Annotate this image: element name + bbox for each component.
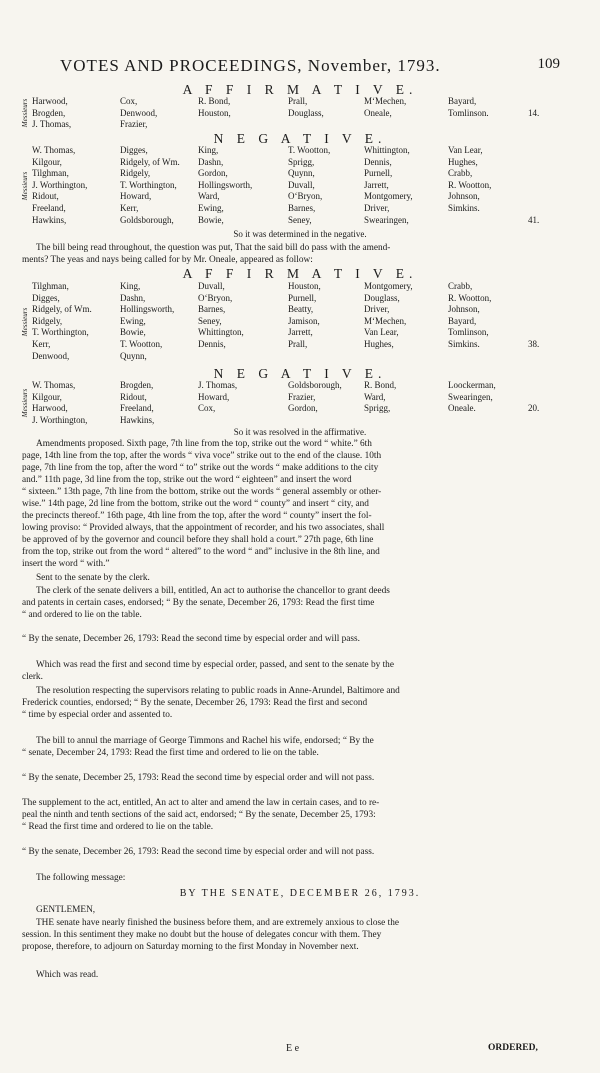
member-name: Digges, — [120, 145, 148, 155]
member-name: Frazier, — [120, 119, 148, 130]
member-name: O‘Bryon, — [288, 191, 323, 202]
intro-line: ments? The yeas and nays being called for by Mr. Oneale, appeared as follow: — [22, 255, 313, 265]
member-name: Ward, — [364, 391, 386, 402]
member-name: Crabb, — [448, 281, 473, 291]
member-name: King, — [198, 145, 219, 155]
member-name: Barnes, — [198, 304, 226, 315]
member-name: Driver, — [364, 202, 390, 213]
vote-row — [20, 339, 570, 351]
member-name: Jamison, — [288, 315, 320, 326]
member-name: Hollingsworth, — [198, 179, 253, 190]
member-name: Purnell, — [364, 168, 393, 179]
vote2-conclusion: So it was resolved in the affirmative. — [233, 427, 367, 437]
body-line: peal the ninth and tenth sections of the said act, endorsed; “ By the senate, December 25, 1793: — [22, 810, 376, 820]
body-line: “ By the senate, December 26, 1793: Read the second time by especial order and will not pass. — [22, 847, 375, 857]
member-name: Sprigg, — [288, 156, 315, 167]
body-line: “ sixteen.” 13th page, 7th line from the bottom, strike out the words “ general assembly or other- — [22, 487, 382, 497]
member-name: Douglass, — [364, 292, 400, 303]
member-name: Oneale. — [448, 403, 476, 414]
member-name: Kilgour, — [32, 156, 62, 167]
member-name: Hollingsworth, — [120, 304, 175, 315]
member-name: O‘Bryon, — [198, 292, 233, 303]
member-name: J. Thomas, — [32, 119, 72, 130]
member-name: Brogden, — [32, 107, 66, 118]
vote-count: 38. — [528, 338, 540, 349]
member-name: King, — [120, 281, 141, 291]
member-name: Bowie, — [120, 327, 146, 338]
member-name: Jarrett, — [288, 327, 313, 338]
member-name: J. Worthington, — [32, 179, 88, 190]
body-line: Frederick counties, endorsed; “ By the senate, December 26, 1793: Read the first and second — [22, 698, 368, 708]
member-name: R. Bond, — [364, 380, 397, 390]
member-name: Houston, — [198, 107, 231, 118]
vote2-affirmative-heading: A F F I R M A T I V E. — [182, 266, 418, 281]
member-name: Gordon, — [288, 403, 318, 414]
member-name: Houston, — [288, 281, 321, 291]
vote-row — [20, 415, 570, 427]
signature-mark: E e — [286, 1043, 300, 1054]
messieurs-label-text: Messieurs — [21, 99, 30, 128]
member-name: Oneale, — [364, 107, 392, 118]
member-name: Ridout, — [120, 391, 147, 402]
member-name: Seney, — [198, 315, 222, 326]
body-line: page, 14th line from the top, after the words “ viva voce” strike out to the end of the clause. 10th — [22, 451, 382, 461]
vote-row — [20, 316, 570, 328]
body-line: and.” 11th page, 3d line from the top, strike out the word “ eighteen” and insert the word — [22, 475, 352, 485]
body-line: “ By the senate, December 25, 1793: Read the second time by especial order and will not pass. — [22, 773, 375, 783]
member-name: Harwood, — [32, 96, 68, 106]
body-line: Sent to the senate by the clerk. — [36, 573, 150, 583]
messieurs-label-text: Messieurs — [21, 307, 30, 336]
body-line: Which was read. — [36, 970, 99, 980]
member-name: Tilghman, — [32, 168, 69, 179]
body-line: The supplement to the act, entitled, An act to alter and amend the law in certain cases, and to re- — [22, 798, 380, 808]
member-name: Frazier, — [288, 391, 316, 402]
member-name: Prall, — [288, 96, 308, 106]
member-name: Bowie, — [198, 214, 224, 225]
member-name: Simkins. — [448, 338, 480, 349]
member-name: Kilgour, — [32, 391, 62, 402]
member-name: Driver, — [364, 304, 390, 315]
vote-row — [20, 96, 570, 108]
member-name: Montgomery, — [364, 281, 413, 291]
body-line: GENTLEMEN, — [36, 905, 96, 915]
body-line: wise.” 14th page, 2d line from the bottom, strike out the word “ county” and insert “ city, and — [22, 499, 369, 509]
member-name: Swearingen, — [364, 214, 409, 225]
vote-row — [20, 403, 570, 415]
catchword: ORDERED, — [488, 1043, 538, 1053]
member-name: Bayard, — [448, 96, 477, 106]
member-name: Douglass, — [288, 107, 324, 118]
vote1-conclusion: So it was determined in the negative. — [233, 229, 367, 239]
vote1-negative-heading: N E G A T I V E. — [213, 131, 387, 146]
page-title: VOTES AND PROCEEDINGS, November, 1793. — [60, 56, 441, 75]
member-name: Johnson, — [448, 304, 480, 315]
vote-row — [20, 119, 570, 131]
vote-row — [20, 157, 570, 169]
member-name: Ridgely, — [120, 168, 151, 179]
vote1-negative-list — [20, 145, 570, 226]
member-name: Goldsborough, — [288, 380, 342, 390]
vote-count: 41. — [528, 214, 540, 225]
member-name: J. Worthington, — [32, 414, 88, 425]
member-name: Hughes, — [364, 338, 394, 349]
vote-row — [20, 281, 570, 293]
vote-row — [20, 203, 570, 215]
member-name: Brogden, — [120, 380, 154, 390]
member-name: Ridgely, of Wm. — [32, 304, 92, 315]
body-line: The resolution respecting the supervisors relating to public roads in Anne-Arundel, Baltimore and — [36, 686, 400, 696]
body-line: clerk. — [22, 672, 43, 682]
member-name: Johnson, — [448, 191, 480, 202]
member-name: Ridout, — [32, 191, 59, 202]
body-line: and patents in certain cases, endorsed; “ By the senate, December 26, 1793: Read the first time — [22, 598, 375, 608]
member-name: Denwood, — [32, 350, 70, 361]
member-name: Howard, — [198, 391, 230, 402]
member-name: Ridgely, — [32, 315, 63, 326]
member-name: Crabb, — [448, 168, 473, 179]
member-name: W. Thomas, — [32, 145, 76, 155]
member-name: Howard, — [120, 191, 152, 202]
body-line: insert the word “ with.” — [22, 559, 110, 569]
body-line: the precincts thereof.” 16th page, 4th line from the top, after the word “ county” insert the fol- — [22, 511, 372, 521]
member-name: Quynn, — [288, 168, 315, 179]
member-name: Beatty, — [288, 304, 314, 315]
body-line: The clerk of the senate delivers a bill, entitled, An act to authorise the chancellor to grant deeds — [36, 586, 390, 596]
body-line: page, 7th line from the top, after the word “ to” strike out the words “ make additions to the city — [22, 463, 379, 473]
vote-row — [20, 168, 570, 180]
member-name: J. Thomas, — [198, 380, 238, 390]
vote-count: 14. — [528, 107, 540, 118]
vote-row — [20, 108, 570, 120]
vote-count: 20. — [528, 403, 540, 414]
member-name: Ward, — [198, 191, 220, 202]
intro-line: The bill being read throughout, the question was put, That the said bill do pass with the amend- — [36, 243, 391, 253]
member-name: R. Bond, — [198, 96, 231, 106]
member-name: Ridgely, of Wm. — [120, 156, 180, 167]
member-name: Simkins. — [448, 202, 480, 213]
member-name: Cox, — [198, 403, 216, 414]
body-line: Amendments proposed. Sixth page, 7th line from the top, strike out the word “ white.” 6th — [36, 439, 372, 449]
member-name: R. Wootton, — [448, 179, 492, 190]
member-name: Whittington, — [198, 327, 244, 338]
member-name: T. Worthington, — [120, 179, 177, 190]
member-name: Barnes, — [288, 202, 316, 213]
vote-row — [20, 351, 570, 363]
vote2-negative-heading: N E G A T I V E. — [213, 366, 387, 381]
member-name: Harwood, — [32, 403, 68, 414]
member-name: Cox, — [120, 96, 138, 106]
member-name: Jarrett, — [364, 179, 389, 190]
member-name: Duvall, — [198, 281, 225, 291]
member-name: T. Worthington, — [32, 327, 89, 338]
member-name: Dennis, — [364, 156, 392, 167]
member-name: Prall, — [288, 338, 308, 349]
member-name: T. Wootton, — [288, 145, 331, 155]
member-name: Freeland, — [120, 403, 154, 414]
vote-row — [20, 380, 570, 392]
body-line: session. In this sentiment they make no doubt but the house of delegates concur with them. They — [22, 930, 382, 940]
member-name: Seney, — [288, 214, 312, 225]
vote1-affirmative-heading: A F F I R M A T I V E. — [182, 82, 418, 97]
member-name: Dashn, — [198, 156, 224, 167]
member-name: Purnell, — [288, 292, 317, 303]
vote1-affirmative-list — [20, 96, 570, 131]
member-name: Kerr, — [120, 202, 139, 213]
vote-row — [20, 293, 570, 305]
page-number: 109 — [537, 56, 560, 72]
messieurs-label-text: Messieurs — [21, 388, 30, 418]
member-name: R. Wootton, — [448, 292, 492, 303]
member-name: M‘Mechen, — [364, 96, 407, 106]
body-line: “ time by especial order and assented to. — [22, 710, 173, 720]
body-line: “ and ordered to lie on the table. — [22, 610, 142, 620]
message-heading: BY THE SENATE, DECEMBER 26, 1793. — [179, 888, 421, 899]
vote-row — [20, 304, 570, 316]
vote-row — [20, 215, 570, 227]
member-name: Ewing, — [198, 202, 224, 213]
member-name: Dashn, — [120, 292, 146, 303]
vote-row — [20, 392, 570, 404]
member-name: Freeland, — [32, 202, 66, 213]
member-name: Ewing, — [120, 315, 146, 326]
member-name: W. Thomas, — [32, 380, 76, 390]
member-name: Gordon, — [198, 168, 228, 179]
running-header — [40, 56, 560, 78]
member-name: Hawkins, — [120, 414, 155, 425]
body-line: The following message: — [36, 873, 126, 883]
member-name: Tilghman, — [32, 281, 69, 291]
member-name: Denwood, — [120, 107, 158, 118]
member-name: Bayard, — [448, 315, 477, 326]
body-line: lowing proviso: “ Provided always, that the appointment of recorder, and his two associates, shall — [22, 523, 385, 533]
member-name: M‘Mechen, — [364, 315, 407, 326]
vote2-affirmative-list — [20, 281, 570, 362]
member-name: Kerr, — [32, 338, 51, 349]
body-line: THE senate have nearly finished the business before them, and are extremely anxious to close the — [36, 918, 399, 928]
member-name: Van Lear, — [364, 327, 399, 338]
member-name: Tomlinson. — [448, 107, 489, 118]
member-name: Quynn, — [120, 350, 147, 361]
member-name: Swearingen, — [448, 391, 493, 402]
member-name: Hawkins, — [32, 214, 67, 225]
body-line: “ By the senate, December 26, 1793: Read the second time by especial order and will pass. — [22, 634, 360, 644]
member-name: Whittington, — [364, 145, 410, 155]
vote-row — [20, 180, 570, 192]
vote-row — [20, 191, 570, 203]
vote2-negative-list — [20, 380, 570, 426]
body-line: be approved of by the governor and council before they shall hold a court.” 27th page, 6th line — [22, 535, 374, 545]
member-name: Duvall, — [288, 179, 315, 190]
body-line: propose, therefore, to adjourn on Saturday morning to the first Monday in November next. — [22, 942, 359, 952]
vote-row — [20, 145, 570, 157]
body-line: The bill to annul the marriage of George Timmons and Rachel his wife, endorsed; “ By the — [36, 736, 374, 746]
body-line: “ Read the first time and ordered to lie on the table. — [22, 822, 214, 832]
body-line: “ senate, December 24, 1793: Read the first time and ordered to lie on the table. — [22, 748, 319, 758]
member-name: Goldsborough, — [120, 214, 174, 225]
body-line: Which was read the first and second time by especial order, passed, and sent to the senate by the — [36, 660, 394, 670]
member-name: Sprigg, — [364, 403, 391, 414]
vote-row — [20, 327, 570, 339]
member-name: Montgomery, — [364, 191, 413, 202]
member-name: Digges, — [32, 292, 60, 303]
messieurs-label-text: Messieurs — [21, 171, 30, 200]
body-line: from the top, strike out from the word “ altered” to the word “ and” inclusive in the 8th line, and — [22, 547, 380, 557]
member-name: Loockerman, — [448, 380, 496, 390]
member-name: Tomlinson, — [448, 327, 489, 338]
member-name: Hughes, — [448, 156, 478, 167]
member-name: Van Lear, — [448, 145, 483, 155]
member-name: Dennis, — [198, 338, 226, 349]
member-name: T. Wootton, — [120, 338, 163, 349]
